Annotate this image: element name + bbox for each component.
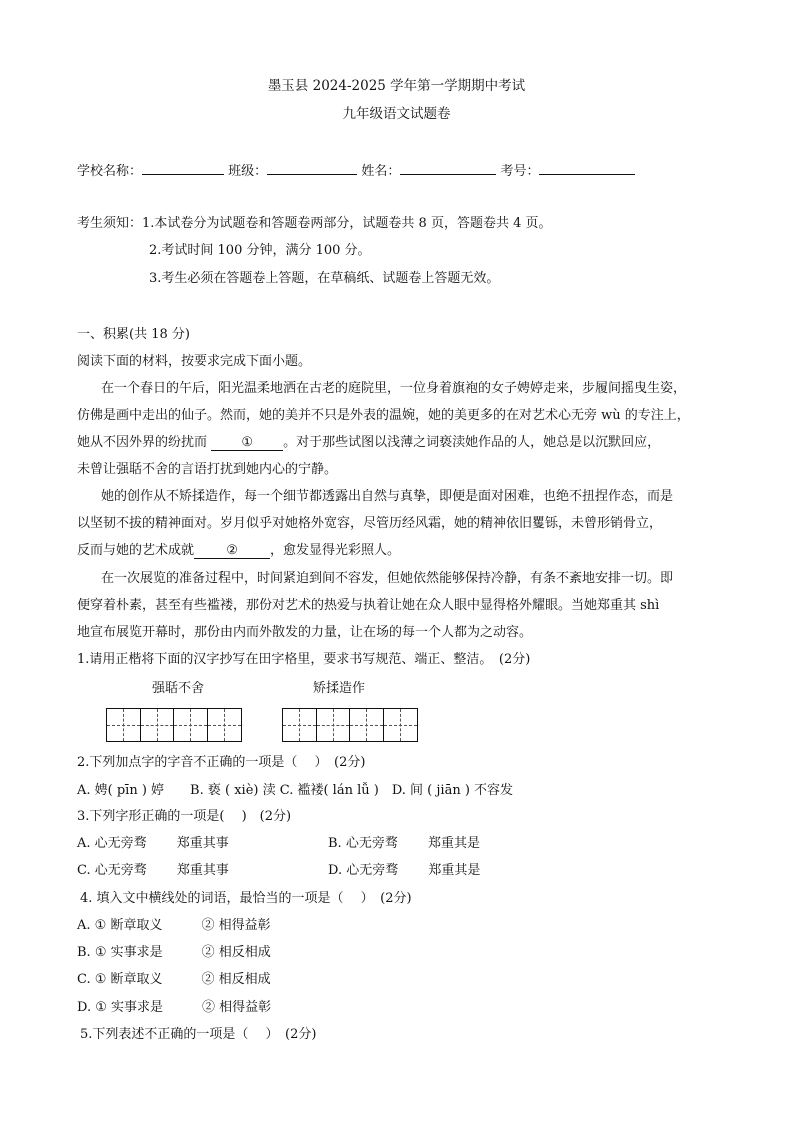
question-2-stem: 2.下列加点字的字音不正确的一项是（ ） (2分) <box>77 755 366 770</box>
tianzige-cell[interactable] <box>174 709 208 741</box>
exam-id-label: 考号： <box>500 164 540 179</box>
class-label: 班级： <box>228 164 268 179</box>
question-5-stem: 5.下列表述不正确的一项是（ ） (2分) <box>80 1027 317 1042</box>
passage-line: 她的创作从不矫揉造作，每一个细节都透露出自然与真挚，即便是面对困难，也绝不扭捏作态，而是 <box>101 489 674 504</box>
blank-1[interactable]: ① <box>211 435 283 451</box>
q3-option-a: A. 心无旁骛 郑重其事 <box>77 836 229 851</box>
tianzige-grid-2[interactable] <box>282 708 418 742</box>
notice-label: 考生须知： <box>77 216 143 231</box>
name-blank[interactable] <box>400 161 496 175</box>
passage-line: 仿佛是画中走出的仙子。然而，她的美并不只是外表的温婉，她的美更多的在对艺术心无旁 wù 的专注上， <box>77 408 690 423</box>
question-1-stem: 1.请用正楷将下面的汉字抄写在田字格里，要求书写规范、端正、整洁。 (2分) <box>77 652 531 667</box>
question-4-stem: 4. 填入文中横线处的词语，最恰当的一项是（ ） (2分) <box>80 891 412 906</box>
section-heading: 一、积累(共 18 分) <box>77 327 190 342</box>
q4-option-b: B. ① 实事求是 ② 相反相成 <box>77 945 271 960</box>
section-intro: 阅读下面的材料，按要求完成下面小题。 <box>77 354 312 369</box>
school-blank[interactable] <box>142 161 224 175</box>
tianzige-cell[interactable] <box>317 709 351 741</box>
question-3-stem: 3.下列字形正确的一项是( ) (2分) <box>77 809 292 824</box>
school-label: 学校名称： <box>77 164 143 179</box>
class-blank[interactable] <box>267 161 357 175</box>
q4-option-a: A. ① 断章取义 ② 相得益彰 <box>77 918 271 933</box>
exam-id-blank[interactable] <box>539 161 635 175</box>
tianzige-cell[interactable] <box>141 709 175 741</box>
passage-line: 未曾让强聒不舍的言语打扰到她内心的宁静。 <box>77 462 338 477</box>
info-row <box>77 161 635 180</box>
passage-line: 以坚韧不拔的精神面对。岁月似乎对她格外宽容，尽管历经风霜，她的精神依旧矍铄，未曾形销骨立， <box>77 516 663 531</box>
notice-item-2: 2.考试时间 100 分钟，满分 100 分。 <box>149 243 371 258</box>
q1-word-1: 强聒不舍 <box>152 681 205 696</box>
passage-line: 在一次展览的准备过程中，时间紧迫到间不容发，但她依然能够保持冷静，有条不紊地安排一切。即 <box>101 571 674 586</box>
notice-item-3: 3.考生必须在答题卷上答题，在草稿纸、试题卷上答题无效。 <box>149 271 500 286</box>
q3-option-d: D. 心无旁骛 郑重其是 <box>328 863 481 878</box>
q3-option-c: C. 心无旁骛 郑重其事 <box>77 863 229 878</box>
q1-word-2: 矫揉造作 <box>313 681 366 696</box>
passage-line: 在一个春日的午后，阳光温柔地洒在古老的庭院里，一位身着旗袍的女子娉婷走来，步履间摇曳生姿， <box>101 381 687 396</box>
notice-item-1: 考生须知：1.本试卷分为试题卷和答题卷两部分，试题卷共 8 页，答题卷共 4 页。 <box>77 216 552 231</box>
passage-line: 便穿着朴素，甚至有些褴褛，那份对艺术的热爱与执着让她在众人眼中显得格外耀眼。当她郑重其 shì <box>77 598 660 613</box>
name-label: 姓名： <box>361 164 401 179</box>
tianzige-cell[interactable] <box>350 709 384 741</box>
passage-line: 她从不因外界的纷扰而 ① 。对于那些试图以浅薄之词亵渎她作品的人，她总是以沉默回应， <box>77 435 661 450</box>
passage-line: 地宣布展览开幕时，那份由内而外散发的力量，让在场的每一个人都为之动容。 <box>77 625 533 640</box>
tianzige-cell[interactable] <box>208 709 241 741</box>
tianzige-cell[interactable] <box>283 709 317 741</box>
q4-option-d: D. ① 实事求是 ② 相得益彰 <box>77 1000 272 1015</box>
tianzige-grid-1[interactable] <box>106 708 242 742</box>
passage-line: 反而与她的艺术成就 ② ，愈发显得光彩照人。 <box>77 543 401 558</box>
q4-option-c: C. ① 断章取义 ② 相反相成 <box>77 972 271 987</box>
tianzige-cell[interactable] <box>107 709 141 741</box>
exam-title: 墨玉县 2024-2025 学年第一学期期中考试 <box>267 78 526 94</box>
question-2-options: A. 娉( pīn ) 婷 B. 亵 ( xiè) 渎 C. 褴褛( lán lǚ ) D. 间 ( jiān ) 不容发 <box>77 783 514 798</box>
q3-option-b: B. 心无旁骛 郑重其是 <box>328 836 480 851</box>
tianzige-cell[interactable] <box>384 709 417 741</box>
exam-subtitle: 九年级语文试题卷 <box>342 106 451 122</box>
blank-2[interactable]: ② <box>194 543 270 559</box>
